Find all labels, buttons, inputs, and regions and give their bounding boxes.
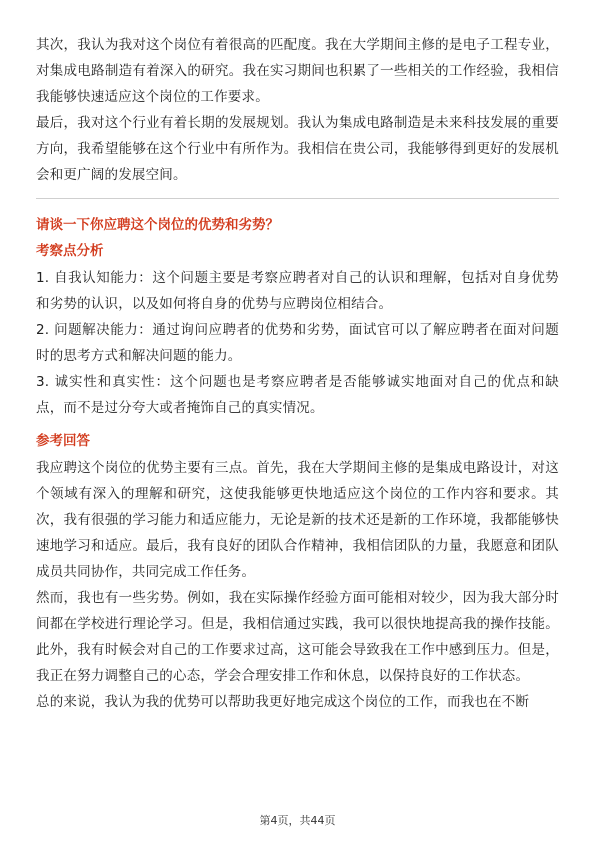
intro-section (36, 32, 559, 188)
analysis-point: 3. 诚实性和真实性：这个问题也是考察应聘者是否能够诚实地面对自己的优点和缺点，而不是过分夸大或者掩饰自己的真实情况。 (36, 374, 559, 416)
question-title: 请谈一下你应聘这个岗位的优势和劣势？ (36, 217, 279, 233)
answer-paragraph: 我应聘这个岗位的优势主要有三点。首先，我在大学期间主修的是集成电路设计，对这个领域有深入的理解和研究，这使我能够更快地适应这个岗位的工作内容和要求。其次，我有很强的学习能力和适应能力，无论是新的技术还是新的工作环境，我都能够快速地学习和适应。最后，我有良好的团队合作精神，我相信团队的力量，我愿意和团队成员共同协作，共同完成工作任务。 (36, 460, 559, 580)
answer-paragraph: 然而，我也有一些劣势。例如，我在实际操作经验方面可能相对较少，因为我大部分时间都在学校进行理论学习。但是，我相信通过实践，我可以很快地提高我的操作技能。此外，我有时候会对自己的工作要求过高，这可能会导致我在工作中感到压力。但是，我正在努力调整自己的心态，学会合理安排工作和休息，以保持良好的工作状态。 (36, 590, 559, 684)
document-page (36, 32, 559, 715)
intro-paragraph: 最后，我对这个行业有着长期的发展规划。我认为集成电路制造是未来科技发展的重要方向，我希望能够在这个行业中有所作为。我相信在贵公司，我能够得到更好的发展机会和更广阔的发展空间。 (36, 115, 559, 183)
section-divider (36, 198, 559, 199)
answer-paragraph: 总的来说，我认为我的优势可以帮助我更好地完成这个岗位的工作，而我也在不断 (36, 694, 530, 710)
analysis-heading: 考察点分析 (36, 243, 104, 259)
analysis-point: 2. 问题解决能力：通过询问应聘者的优势和劣势，面试官可以了解应聘者在面对问题时的思考方式和解决问题的能力。 (36, 322, 559, 364)
analysis-list (36, 265, 559, 421)
analysis-point: 1. 自我认知能力：这个问题主要是考察应聘者对自己的认识和理解，包括对自身优势和劣势的认识，以及如何将自身的优势与应聘岗位相结合。 (36, 270, 559, 312)
intro-paragraph: 其次，我认为我对这个岗位有着很高的匹配度。我在大学期间主修的是电子工程专业，对集成电路制造有着深入的研究。我在实习期间也积累了一些相关的工作经验，我相信我能够快速适应这个岗位的工作要求。 (36, 37, 559, 105)
answer-heading: 参考回答 (36, 433, 90, 449)
answer-body (36, 455, 559, 715)
page-number-footer: 第4页，共44页 (259, 814, 336, 827)
